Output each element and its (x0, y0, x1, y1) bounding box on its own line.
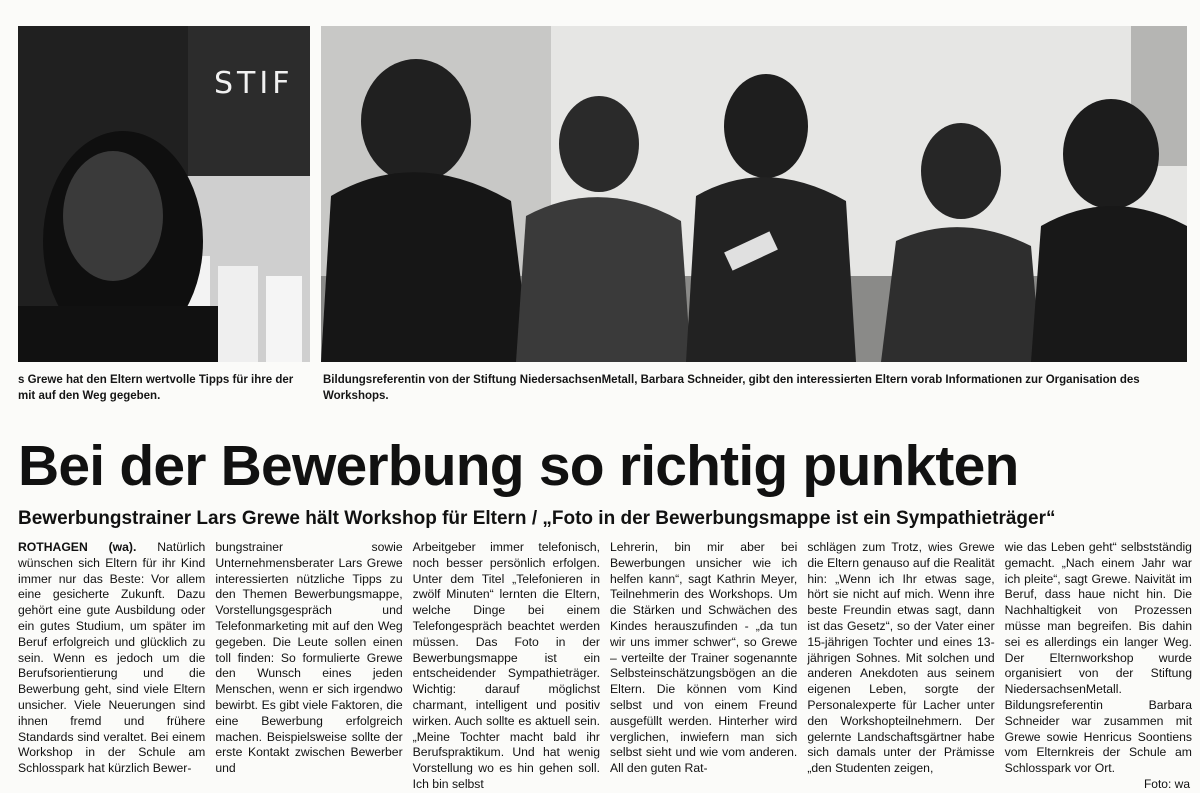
article-headline: Bei der Bewerbung so richtig punkten (18, 434, 1019, 498)
photo-group (321, 26, 1187, 362)
photo-caption-left: s Grewe hat den Eltern wertvolle Tipps für ihre der mit auf den Weg gegeben. (18, 374, 294, 402)
article-column-3: Arbeitgeber immer telefonisch, noch besser persönlich erfolgen. Unter dem Titel „Telefonieren in zwölf Minuten“ lernten die Eltern, welche Dinge bei einem Telefongespräch beachtet werden müssen. Das Foto in der Bewerbungsmappe ist ein entscheidender Sympathieträger. Wichtig: darauf möglichst charmant, intelligent und positiv wirken. Auch sollte es aktuell sein. „Meine Tochter macht bald ihr Berufspraktikum. Und hat wenig Vorstellung wo es hin gehen soll. Ich bin selbst (412, 540, 600, 791)
article-column-1-text: Natürlich wünschen sich Eltern für ihr Kind immer nur das Beste: Vor allem eine gesicherte Zukunft. Dazu gehört eine gute Ausbildung oder ein gutes Studium, um später im Beruf erfolgreich und glücklich zu sein. Wenn es jedoch um die Berufsorientierung und die Bewerbung geht, sind viele Eltern unsicher. Viele Neuerungen sind ihnen fremd und frühere Standards sind veraltet. Bei einem Workshop in der Schule am Schlosspark hat kürzlich Bewer- (18, 540, 206, 776)
sign-lettering: STIF (214, 66, 294, 101)
article-column-5: schlägen zum Trotz, wies Grewe die Eltern genauso auf die Realität hin: „Wenn ich Ihr etwas sage, hört sie nicht auf mich. Wenn ihre beste Freundin etwas sagt, dann ist das Gesetz“, so der Vater einer 15-jährigen Tochter und eines 13-jährigen Sohnes. Mit solchen und anderen Anekdoten aus seinem eigenen Leben, sorgte der Personalexperte für Lacher unter den Workshopteilnehmern. Der gelernte Landschaftsgärtner habe sich damals unter der Prämisse „den Studenten zeigen, (807, 540, 995, 776)
article-column-6: wie das Leben geht“ selbstständig gemacht. „Nach einem Jahr war ich pleite“, sagt Grewe. Naivität im Beruf, dass haue nicht hin. Die Nachhaltigkeit von Prozessen müsse man begreifen. Bis dahin sei es allerdings ein langer Weg. Der Elternworkshop wurde organisiert von der Stiftung NiedersachsenMetall. Bildungsreferentin Barbara Schneider war zusammen mit Grewe sowie Henricus Soontiens vom Elternkreis der Schule am Schlosspark vor Ort. (1004, 540, 1192, 776)
group-photo-graphic (321, 26, 1187, 362)
article-column-2: bungstrainer sowie Unternehmensberater Lars Grewe interessierten nützliche Tipps zu den Themen Bewerbungsmappe, Vorstellungsgespräch und Telefonmarketing mit auf den Weg gegeben. Die Leute sollen einen toll finden: So formulierte Grewe den Wunsch eines jeden Menschen, wenn er sich irgendwo bewirbt. Es gibt viele Faktoren, die eine Bewerbung erfolgreich machen. Beispielsweise sollte der erste Kontakt zwischen Bewerber und (215, 540, 403, 776)
article-dateline: ROTHAGEN (wa). (18, 540, 137, 554)
photo-caption-right: Bildungsreferentin von der Stiftung NiedersachsenMetall, Barbara Schneider, gibt den interessierten Eltern vorab Informationen zur Organisation des Workshops. (323, 374, 1140, 402)
photo-speaker (18, 26, 310, 362)
photo-credit: Foto: wa (1143, 777, 1190, 791)
article-column-4: Lehrerin, bin mir aber bei Bewerbungen unsicher wie ich helfen kann“, sagt Kathrin Meyer, Teilnehmerin des Workshops. Um die Stärken und Schwächen des Kindes herauszufinden - „da tun wir uns immer schwer“, so Grewe – verteilte der Trainer sogenannte Selbsteinschätzungsbögen an die Eltern. Die können vom Kind selbst und von einem Freund ausgefüllt werden. Hinterher wird verglichen, inwiefern man sich selbst sieht und wie vom anderen. All den guten Rat- (609, 540, 798, 776)
article-column-1 (18, 540, 205, 778)
article-subheadline: Bewerbungstrainer Lars Grewe hält Workshop für Eltern / „Foto in der Bewerbungsmappe ist ein Sympathieträger“ (18, 508, 1056, 529)
